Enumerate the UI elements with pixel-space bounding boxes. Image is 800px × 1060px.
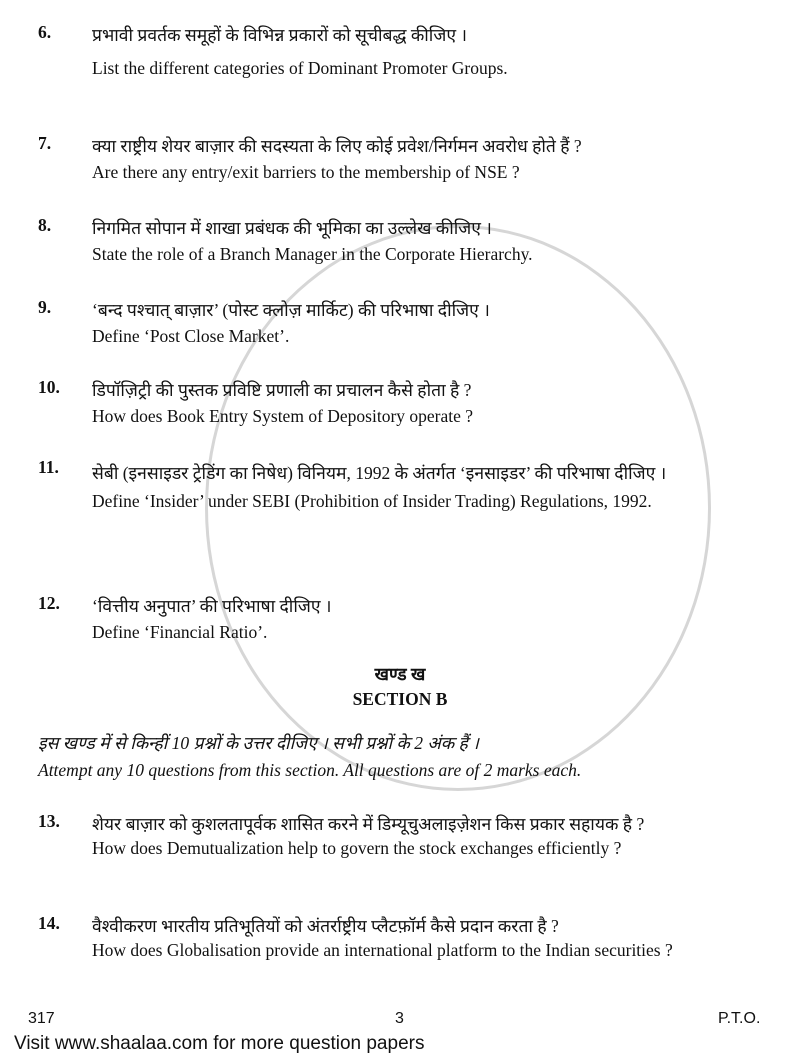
question-english: State the role of a Branch Manager in the Corporate Hierarchy. bbox=[92, 244, 533, 264]
question-14 bbox=[38, 913, 718, 962]
section-instruction-hindi: इस खण्ड में से किन्हीं 10 प्रश्नों के उत्तर दीजिए । सभी प्रश्नों के 2 अंक हैं । bbox=[38, 733, 479, 753]
question-number: 11. bbox=[38, 457, 59, 477]
question-number: 13. bbox=[38, 811, 60, 831]
question-hindi: क्या राष्ट्रीय शेयर बाज़ार की सदस्यता के लिए कोई प्रवेश/निर्गमन अवरोध होते हैं ? bbox=[92, 136, 582, 156]
page-number: 3 bbox=[395, 1010, 404, 1027]
question-number: 14. bbox=[38, 913, 60, 933]
question-hindi: वैश्वीकरण भारतीय प्रतिभूतियों को अंतर्राष्ट्रीय प्लैटफ़ॉर्म कैसे प्रदान करता है ? bbox=[92, 916, 559, 936]
question-number: 12. bbox=[38, 593, 60, 613]
question-hindi: सेबी (इनसाइडर ट्रेडिंग का निषेध) विनियम, 1992 के अंतर्गत ‘इनसाइडर’ की परिभाषा दीजिए । bbox=[92, 463, 667, 483]
question-english: Are there any entry/exit barriers to the membership of NSE ? bbox=[92, 162, 520, 182]
question-english: Define ‘Insider’ under SEBI (Prohibition of Insider Trading) Regulations, 1992. bbox=[92, 491, 652, 511]
section-title: SECTION B bbox=[352, 689, 448, 709]
question-hindi: शेयर बाज़ार को कुशलतापूर्वक शासित करने में डिम्यूचुअलाइज़ेशन किस प्रकार सहायक है ? bbox=[92, 814, 645, 834]
visit-link[interactable]: Visit www.shaalaa.com for more question papers bbox=[14, 1033, 425, 1054]
question-12 bbox=[38, 593, 718, 645]
question-english: How does Globalisation provide an international platform to the Indian securities ? bbox=[92, 940, 673, 960]
question-hindi: डिपॉज़िट्री की पुस्तक प्रविष्टि प्रणाली का प्रचालन कैसे होता है ? bbox=[92, 380, 472, 400]
question-number: 7. bbox=[38, 133, 52, 153]
question-10 bbox=[38, 377, 718, 429]
section-hindi-title: खण्ड ख bbox=[374, 664, 426, 684]
paper-code: 317 bbox=[28, 1010, 55, 1027]
question-number: 8. bbox=[38, 215, 52, 235]
question-7 bbox=[38, 133, 718, 185]
question-hindi: प्रभावी प्रवर्तक समूहों के विभिन्न प्रकारों को सूचीबद्ध कीजिए । bbox=[92, 25, 468, 45]
question-6 bbox=[38, 22, 718, 81]
question-english: Define ‘Post Close Market’. bbox=[92, 326, 290, 346]
question-11 bbox=[38, 457, 718, 513]
question-hindi: ‘बन्द पश्चात् बाज़ार’ (पोस्ट क्लोज़ मार्किट) की परिभाषा दीजिए । bbox=[92, 300, 490, 320]
question-number: 10. bbox=[38, 377, 60, 397]
question-english: How does Demutualization help to govern the stock exchanges efficiently ? bbox=[92, 838, 622, 858]
question-hindi: निगमित सोपान में शाखा प्रबंधक की भूमिका का उल्लेख कीजिए । bbox=[92, 218, 492, 238]
question-9 bbox=[38, 297, 718, 349]
question-8 bbox=[38, 215, 718, 267]
question-hindi: ‘वित्तीय अनुपात’ की परिभाषा दीजिए । bbox=[92, 596, 332, 616]
pto-label: P.T.O. bbox=[718, 1010, 761, 1027]
question-english: Define ‘Financial Ratio’. bbox=[92, 622, 268, 642]
question-english: How does Book Entry System of Depository operate ? bbox=[92, 406, 474, 426]
question-number: 6. bbox=[38, 22, 52, 42]
question-number: 9. bbox=[38, 297, 52, 317]
question-english: List the different categories of Dominant Promoter Groups. bbox=[92, 58, 508, 78]
question-13 bbox=[38, 811, 718, 860]
section-instruction-english: Attempt any 10 questions from this section. All questions are of 2 marks each. bbox=[38, 760, 582, 780]
